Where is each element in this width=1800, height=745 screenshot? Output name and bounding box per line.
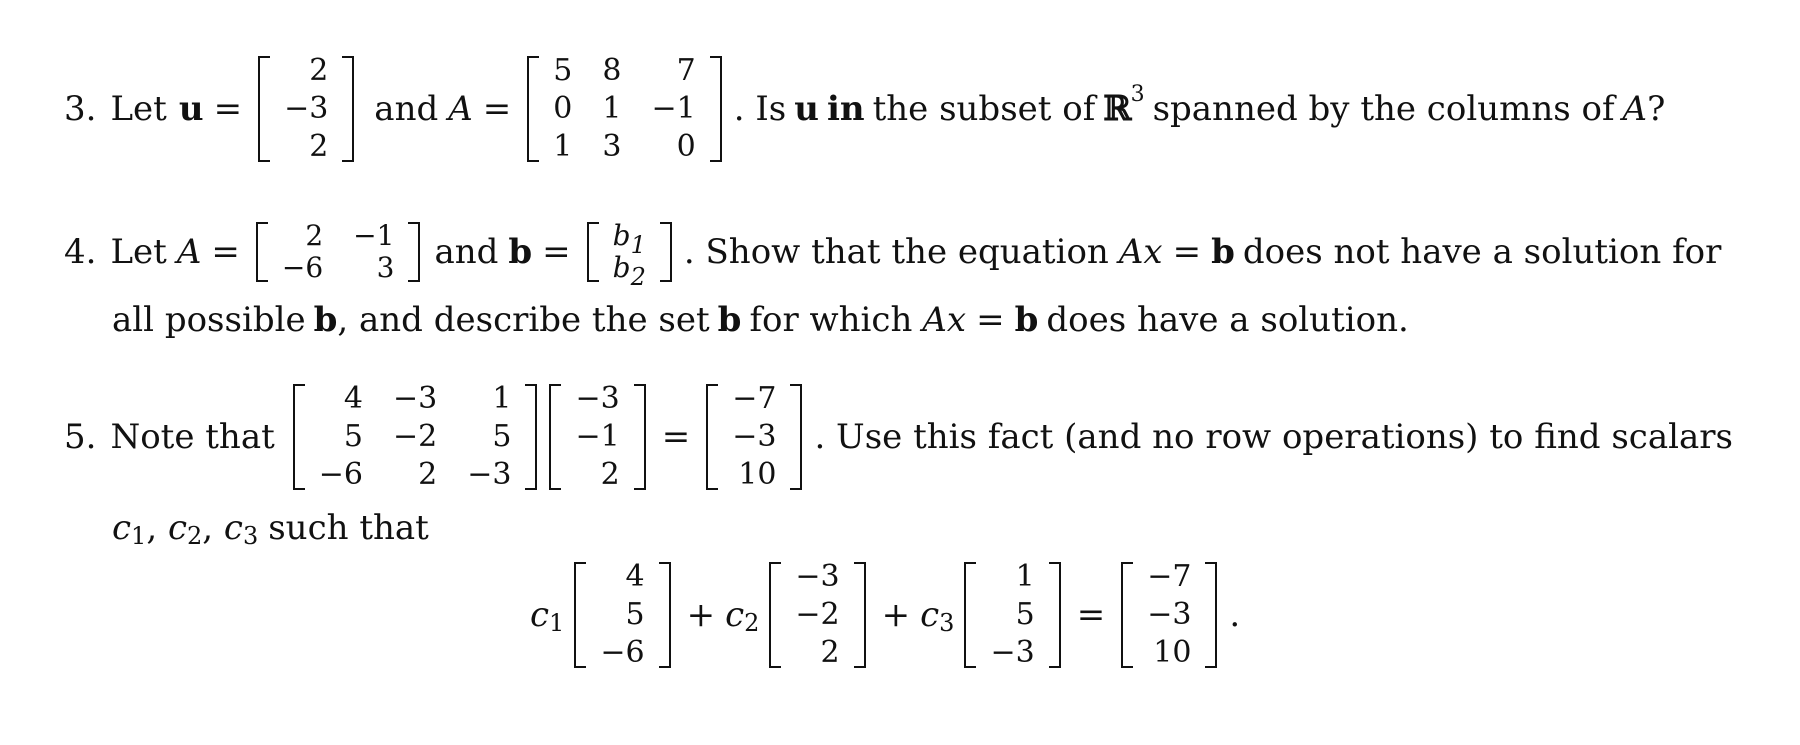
vector-u (258, 53, 354, 164)
matrix-entry: −2 (393, 419, 438, 454)
A-entry: −1 (353, 219, 395, 252)
left-bracket (706, 384, 718, 490)
A-entry: −1 (651, 91, 696, 126)
A-entry: 1 (602, 91, 622, 126)
problem-4-text-1: . Show that the equation (683, 232, 1109, 272)
matrix-A-grid (539, 53, 709, 164)
rhs-vector-grid (718, 381, 790, 492)
problem-number: 5. (64, 417, 97, 457)
problem-4-line2-start: all possible (112, 300, 306, 340)
A-entry: 3 (376, 251, 395, 284)
b-subscript: 2 (630, 263, 646, 291)
b-subscript: 1 (630, 231, 646, 259)
u-entry: 2 (309, 129, 329, 164)
right-bracket (790, 384, 802, 490)
right-bracket (408, 222, 420, 282)
period: . (1229, 595, 1241, 635)
equals-sign: = (213, 89, 243, 129)
right-bracket (342, 56, 354, 162)
combination-rhs-grid (1133, 559, 1205, 670)
coefficient-matrix (293, 381, 538, 492)
v1-entry: 4 (625, 559, 645, 594)
v2-entry: 2 (820, 635, 840, 670)
problem-4-line2-mid2: for which (749, 300, 913, 340)
question-in: in (826, 89, 865, 129)
matrix-entry: −3 (467, 457, 512, 492)
matrix-A (256, 219, 421, 284)
matrix-A-label: A (176, 232, 202, 272)
problem-5-line-1 (64, 370, 1733, 504)
problem-lead: Note that (110, 417, 275, 457)
b-term: b (1014, 300, 1039, 340)
A-entry: 7 (676, 53, 696, 88)
b-term: b (717, 300, 742, 340)
problem-4-line2-end: does have a solution. (1046, 300, 1409, 340)
b-term: b (313, 300, 338, 340)
question-A: A (1622, 89, 1648, 129)
vector-v1-grid (586, 559, 658, 670)
rhs-entry: 10 (1153, 635, 1192, 670)
b-term: b (1211, 232, 1235, 272)
x-entry: −3 (575, 381, 620, 416)
A-entry: 5 (553, 53, 573, 88)
left-bracket (587, 222, 599, 282)
problem-number: 3. (64, 89, 97, 129)
combination-rhs-vector (1121, 559, 1217, 670)
problem-5-line2-end: such that (268, 508, 429, 548)
problem-5-text-1: . Use this fact (and no row operations) to find scalars (814, 417, 1733, 457)
x-entry: −1 (575, 419, 620, 454)
c2-subscript: 2 (744, 609, 760, 637)
problem-5-combination (530, 548, 1240, 682)
x-vector (549, 381, 645, 492)
c3-subscript: 3 (939, 609, 955, 637)
v1-entry: 5 (625, 597, 645, 632)
A-entry: 2 (305, 219, 324, 252)
A-entry: 3 (602, 129, 622, 164)
vector-b-grid (599, 219, 660, 291)
c1-symbol: c (530, 595, 550, 635)
A-entry: −6 (281, 251, 324, 284)
left-bracket (527, 56, 539, 162)
rhs-entry: −3 (732, 419, 777, 454)
right-bracket (1049, 562, 1061, 668)
vector-u-label: u (178, 89, 204, 129)
matrix-entry: 1 (492, 381, 512, 416)
c1-symbol: c (112, 508, 132, 548)
matrix-entry: 5 (492, 419, 512, 454)
problem-lead: Let (110, 89, 167, 129)
rhs-entry: −3 (1147, 597, 1192, 632)
left-bracket (574, 562, 586, 668)
problem-4-line-1 (64, 210, 1721, 294)
v1-entry: −6 (600, 635, 645, 670)
c1-subscript: 1 (549, 609, 565, 637)
Ax-term: Ax (922, 300, 967, 340)
v3-entry: 1 (1015, 559, 1035, 594)
x-vector-grid (561, 381, 633, 492)
plus-sign: + (686, 595, 716, 635)
question-prefix: . Is (733, 89, 787, 129)
rhs-entry: −7 (1147, 559, 1192, 594)
right-bracket (1205, 562, 1217, 668)
c2-symbol: c (725, 595, 745, 635)
coefficient-matrix-grid (305, 381, 526, 492)
vector-b (587, 219, 672, 291)
right-bracket (634, 384, 646, 490)
rhs-entry: 10 (738, 457, 777, 492)
u-entry: 2 (309, 53, 329, 88)
problem-4-line-2 (112, 298, 1409, 342)
b-entry (612, 219, 646, 259)
right-bracket (525, 384, 537, 490)
equals-sign: = (1076, 595, 1106, 635)
matrix-entry: 2 (418, 457, 438, 492)
vector-v1 (574, 559, 670, 670)
matrix-entry: −6 (318, 457, 363, 492)
v2-entry: −2 (795, 597, 840, 632)
left-bracket (258, 56, 270, 162)
right-bracket (659, 562, 671, 668)
question-end: spanned by the columns of (1152, 89, 1615, 129)
right-bracket (660, 222, 672, 282)
comma: , (202, 508, 224, 548)
matrix-A (527, 53, 721, 164)
c3-symbol: c (920, 595, 940, 635)
question-mark: ? (1647, 89, 1666, 129)
A-entry: 0 (676, 129, 696, 164)
c3-symbol: c (223, 508, 243, 548)
rhs-vector (706, 381, 802, 492)
left-bracket (964, 562, 976, 668)
R-symbol: ℝ (1103, 89, 1131, 129)
b-symbol: b (612, 219, 631, 252)
b-symbol: b (612, 251, 631, 284)
matrix-A-label: A (448, 89, 473, 129)
left-bracket (769, 562, 781, 668)
equals-sign: = (661, 417, 691, 457)
equals-sign: = (482, 89, 512, 129)
vector-u-grid (270, 53, 342, 164)
v3-entry: 5 (1015, 597, 1035, 632)
problem-number: 4. (64, 232, 97, 272)
x-entry: 2 (600, 457, 620, 492)
comma: , (146, 508, 168, 548)
c2-symbol: c (167, 508, 187, 548)
c3-subscript: 3 (242, 522, 259, 550)
left-bracket (1121, 562, 1133, 668)
and-word: and (434, 232, 499, 272)
left-bracket (293, 384, 305, 490)
A-entry: 8 (602, 53, 622, 88)
vector-v2 (769, 559, 865, 670)
equals-sign: = (542, 232, 571, 272)
equals-sign: = (211, 232, 240, 272)
Ax-term: Ax (1118, 232, 1163, 272)
problem-3 (64, 42, 1665, 176)
left-bracket (549, 384, 561, 490)
problem-lead: Let (110, 232, 167, 272)
c1-subscript: 1 (131, 522, 147, 550)
u-entry: −3 (284, 91, 329, 126)
equals-sign: = (1172, 232, 1202, 272)
vector-v3-grid (976, 559, 1048, 670)
left-bracket (256, 222, 268, 282)
vector-b-label: b (508, 232, 533, 272)
equals-sign: = (976, 300, 1005, 340)
matrix-entry: −3 (393, 381, 438, 416)
plus-sign: + (881, 595, 911, 635)
matrix-A-grid (268, 219, 409, 284)
v2-entry: −3 (795, 559, 840, 594)
R-superscript: 3 (1130, 82, 1145, 107)
A-entry: 0 (553, 91, 573, 126)
matrix-entry: 5 (343, 419, 363, 454)
vector-v2-grid (781, 559, 853, 670)
question-u: u (794, 89, 819, 129)
problem-4-line2-mid: , and describe the set (337, 300, 710, 340)
right-bracket (710, 56, 722, 162)
and-word: and (374, 89, 439, 129)
problem-4-text-2: does not have a solution for (1242, 232, 1722, 272)
right-bracket (854, 562, 866, 668)
c2-subscript: 2 (187, 522, 203, 550)
problem-5-line-2 (112, 508, 429, 548)
matrix-entry: 4 (343, 381, 363, 416)
v3-entry: −3 (990, 635, 1035, 670)
vector-v3 (964, 559, 1060, 670)
A-entry: 1 (553, 129, 573, 164)
rhs-entry: −7 (732, 381, 777, 416)
question-rest: the subset of (872, 89, 1096, 129)
